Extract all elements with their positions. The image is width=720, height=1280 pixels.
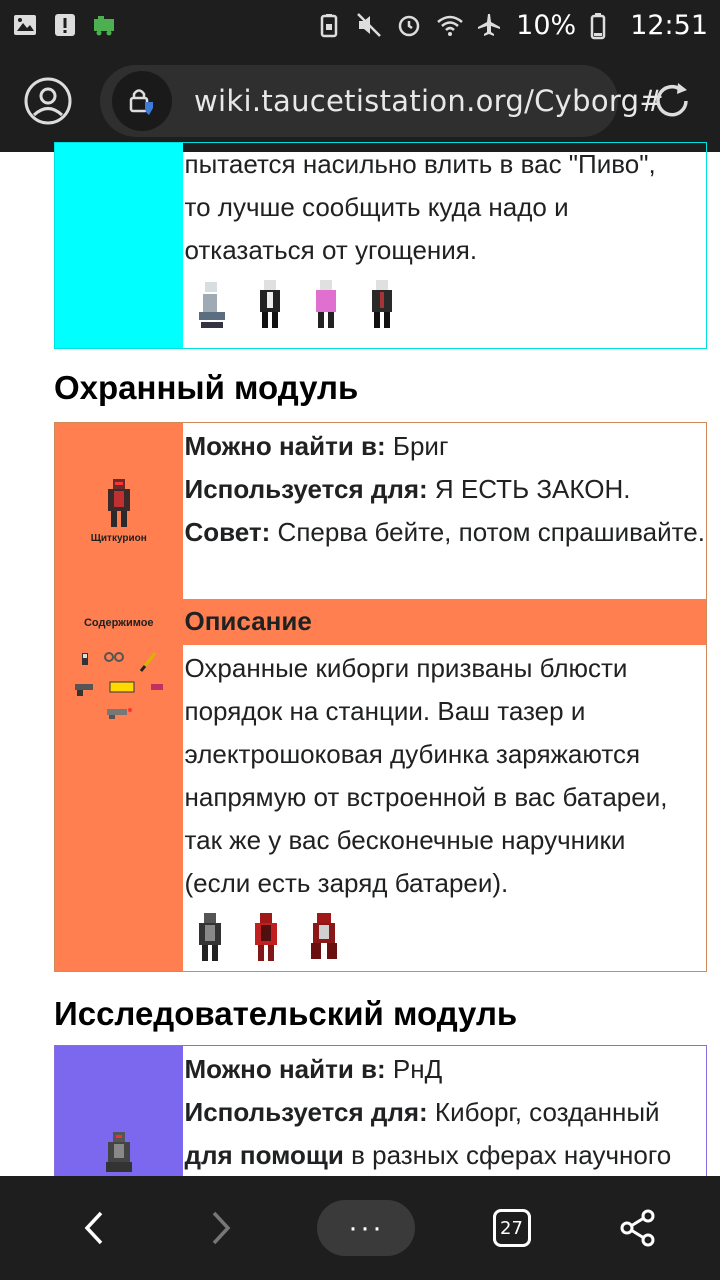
share-button[interactable] bbox=[608, 1198, 668, 1258]
browser-bottom-bar bbox=[0, 1176, 720, 1280]
browser-toolbar bbox=[0, 50, 720, 152]
lock-battery-icon bbox=[316, 12, 342, 38]
alert-icon bbox=[52, 12, 78, 38]
security-module-info-cell bbox=[183, 423, 707, 599]
share-icon bbox=[618, 1208, 658, 1248]
service-line-3: отказаться от угощения. bbox=[184, 235, 478, 265]
status-bar bbox=[0, 0, 720, 50]
handcuffs-icon bbox=[104, 651, 124, 663]
service-line-2: то лучше сообщить куда надо и bbox=[184, 192, 569, 222]
research-used-row bbox=[185, 1091, 699, 1134]
description-header-cell bbox=[183, 599, 707, 645]
used-bold: для помощи bbox=[184, 1140, 344, 1170]
service-module-description-cell bbox=[183, 143, 707, 349]
url-text[interactable]: wiki.taucetistation.org/Cyborg# bbox=[194, 84, 664, 118]
profile-icon bbox=[23, 76, 73, 126]
research-found-row bbox=[185, 1048, 699, 1091]
used-value: Я ЕСТЬ ЗАКОН. bbox=[427, 474, 631, 504]
security-module-table bbox=[54, 422, 707, 972]
menu-dots-icon: ··· bbox=[348, 1211, 384, 1244]
holobarrier-icon bbox=[109, 681, 135, 693]
used-rest: в разных сферах научного bbox=[343, 1140, 672, 1170]
reload-icon bbox=[650, 79, 694, 123]
menu-button[interactable] bbox=[317, 1200, 415, 1256]
battery-icon bbox=[590, 12, 616, 38]
address-bar[interactable] bbox=[100, 65, 664, 137]
security-cyborg-sprite bbox=[195, 911, 225, 963]
service-cyborg-sprite bbox=[367, 278, 397, 330]
site-security-button[interactable] bbox=[112, 71, 172, 131]
description-header: Описание bbox=[184, 606, 312, 636]
service-line-1: пытается насильно влить в вас "Пиво", bbox=[184, 149, 656, 179]
used-value: Киборг, созданный bbox=[427, 1097, 660, 1127]
security-items bbox=[55, 645, 183, 725]
research-cyborg-sprite bbox=[102, 1130, 136, 1176]
research-used-row-2 bbox=[185, 1134, 699, 1177]
research-module-table bbox=[54, 1045, 707, 1186]
battery-percent: 10% bbox=[516, 9, 577, 41]
service-module-color-cell bbox=[55, 143, 183, 349]
security-cyborg-sprite bbox=[307, 911, 341, 963]
tabs-button[interactable] bbox=[482, 1198, 542, 1258]
forward-button[interactable] bbox=[191, 1198, 251, 1258]
lock-shield-icon bbox=[125, 84, 159, 118]
security-cyborg-sprite bbox=[251, 911, 281, 963]
image-icon bbox=[12, 12, 38, 38]
research-module-icon-cell bbox=[55, 1046, 183, 1186]
page-content bbox=[0, 149, 720, 1176]
used-label: Используется для: bbox=[184, 1097, 428, 1127]
wifi-icon bbox=[436, 12, 462, 38]
contents-header: Содержимое bbox=[83, 616, 154, 629]
tip-value: Сперва бейте, потом спрашивайте. bbox=[270, 517, 705, 547]
baton-icon bbox=[138, 651, 158, 673]
forward-arrow-icon bbox=[206, 1210, 236, 1246]
alarm-icon bbox=[396, 12, 422, 38]
security-icon-caption: Щиткурион bbox=[90, 533, 147, 545]
train-icon bbox=[92, 12, 118, 38]
service-module-table bbox=[54, 142, 707, 349]
airplane-icon bbox=[476, 12, 502, 38]
clock-time: 12:51 bbox=[630, 9, 708, 41]
disabler-icon bbox=[105, 705, 133, 719]
security-found-row bbox=[185, 425, 707, 468]
security-module-icon-cell bbox=[55, 423, 183, 599]
security-sprites bbox=[185, 905, 699, 971]
back-arrow-icon bbox=[79, 1210, 109, 1246]
used-label: Используется для: bbox=[184, 474, 428, 504]
service-cyborg-sprite bbox=[311, 278, 341, 330]
reload-button[interactable] bbox=[642, 71, 702, 131]
taser-icon bbox=[73, 681, 95, 697]
flash-item-icon bbox=[80, 651, 90, 667]
found-label: Можно найти в: bbox=[184, 1054, 386, 1084]
security-cyborg-sprite bbox=[104, 477, 134, 529]
service-sprites bbox=[185, 272, 707, 338]
found-label: Можно найти в: bbox=[184, 431, 386, 461]
research-module-info-cell bbox=[183, 1046, 707, 1186]
profile-button[interactable] bbox=[18, 71, 78, 131]
back-button[interactable] bbox=[64, 1198, 124, 1258]
security-used-row bbox=[185, 468, 707, 511]
security-tip-row bbox=[185, 511, 707, 554]
security-module-heading: Охранный модуль bbox=[54, 369, 359, 406]
tip-label: Совет: bbox=[184, 517, 271, 547]
mute-icon bbox=[356, 12, 382, 38]
service-cyborg-sprite bbox=[255, 278, 285, 330]
chip-icon bbox=[149, 681, 165, 693]
security-description: Охранные киборги призваны блюсти порядок на станции. Ваш тазер и электрошоковая дубинка заряжаются напрямую от встроенной в вас батареи, так же у вас бесконечные наручники (если есть заряд батареи). bbox=[184, 652, 668, 898]
research-module-heading: Исследовательский модуль bbox=[54, 995, 518, 1032]
security-contents-cell bbox=[55, 645, 183, 972]
service-cyborg-sprite bbox=[195, 278, 229, 330]
found-value: Бриг bbox=[385, 431, 449, 461]
contents-header-cell bbox=[55, 599, 183, 645]
found-value: РнД bbox=[385, 1054, 443, 1084]
security-description-cell bbox=[183, 645, 707, 972]
tab-count-badge: 27 bbox=[493, 1209, 531, 1247]
